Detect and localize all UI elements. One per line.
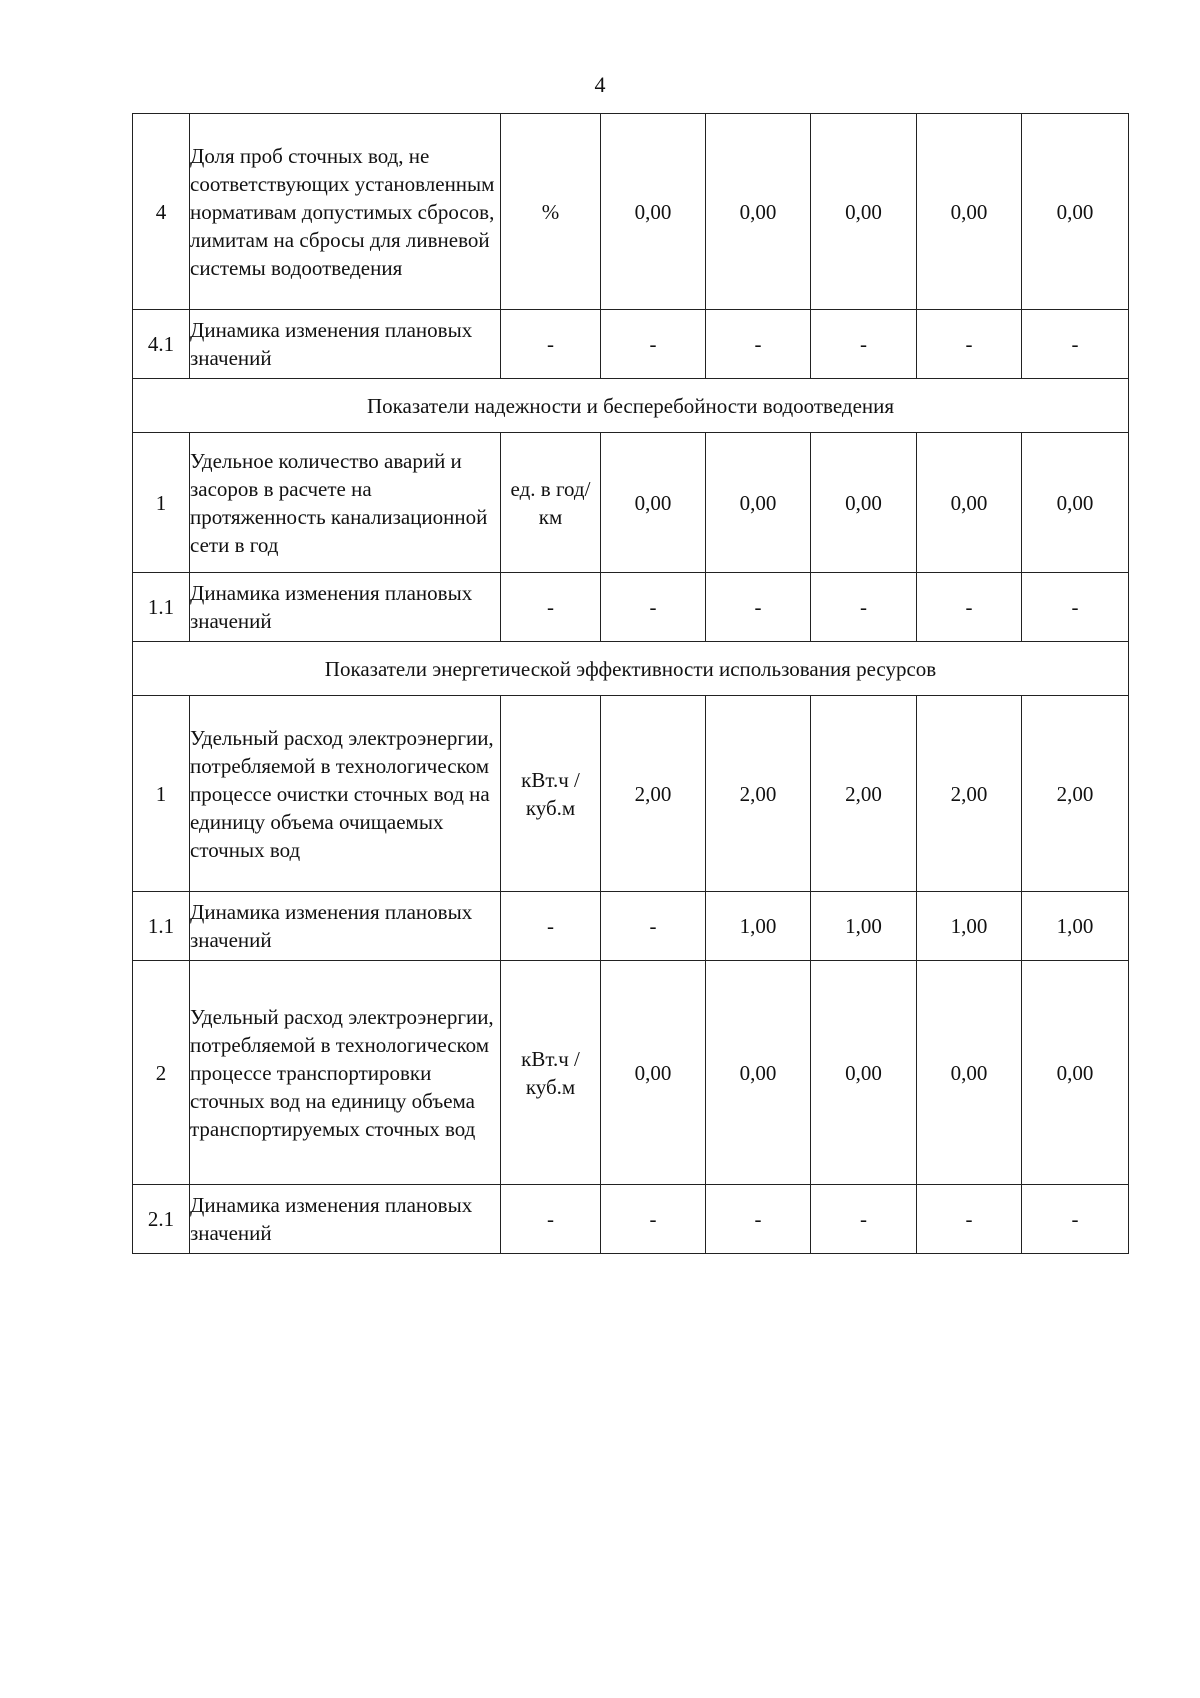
indicator-name: Удельный расход электроэнергии, потребляемой в технологическом процессе очистки сточных вод на единицу объема очищаемых сточных вод [190,696,501,892]
row-number: 2 [133,961,190,1185]
row-number: 4.1 [133,310,190,379]
unit-of-measure: - [501,1185,601,1254]
table-row [133,573,1129,642]
value-cell: - [917,1185,1022,1254]
value-cell: 0,00 [811,114,917,310]
section-header-row [133,642,1129,696]
value-cell: 2,00 [811,696,917,892]
value-cell: - [601,1185,706,1254]
value-cell: 0,00 [1022,433,1129,573]
unit-of-measure: - [501,892,601,961]
value-cell: 0,00 [1022,114,1129,310]
value-cell: - [1022,1185,1129,1254]
value-cell: - [706,1185,811,1254]
value-cell: 0,00 [706,114,811,310]
value-cell: 0,00 [601,433,706,573]
unit-of-measure: % [501,114,601,310]
indicator-name: Динамика изменения плановых значений [190,310,501,379]
value-cell: - [811,310,917,379]
row-number: 1.1 [133,892,190,961]
value-cell: - [917,310,1022,379]
value-cell: - [811,573,917,642]
indicator-name: Динамика изменения плановых значений [190,1185,501,1254]
row-number: 4 [133,114,190,310]
indicator-name: Удельный расход электроэнергии, потребляемой в технологическом процессе транспортировки сточных вод на единицу объема транспортируемых сточных вод [190,961,501,1185]
value-cell: 0,00 [706,433,811,573]
section-title: Показатели надежности и бесперебойности водоотведения [133,379,1129,433]
indicator-name: Удельное количество аварий и засоров в расчете на протяженность канализационной сети в год [190,433,501,573]
value-cell: 0,00 [917,961,1022,1185]
row-number: 1 [133,696,190,892]
indicator-name: Динамика изменения плановых значений [190,573,501,642]
value-cell: 2,00 [601,696,706,892]
indicator-name: Доля проб сточных вод, не соответствующих установленным нормативам допустимых сбросов, лимитам на сбросы для ливневой системы водоотведения [190,114,501,310]
unit-of-measure: - [501,310,601,379]
row-number: 2.1 [133,1185,190,1254]
table-row [133,696,1129,892]
unit-of-measure: кВт.ч / куб.м [501,961,601,1185]
value-cell: - [917,573,1022,642]
table-row [133,310,1129,379]
value-cell: 0,00 [917,433,1022,573]
value-cell: 0,00 [811,961,917,1185]
unit-of-measure: - [501,573,601,642]
indicators-table [132,113,1129,1254]
value-cell: 0,00 [917,114,1022,310]
unit-of-measure: ед. в год/ км [501,433,601,573]
table-row [133,433,1129,573]
value-cell: 2,00 [917,696,1022,892]
value-cell: 2,00 [1022,696,1129,892]
value-cell: - [811,1185,917,1254]
table-row [133,892,1129,961]
table-row [133,961,1129,1185]
value-cell: - [1022,310,1129,379]
value-cell: - [601,573,706,642]
value-cell: 1,00 [917,892,1022,961]
indicator-name: Динамика изменения плановых значений [190,892,501,961]
value-cell: 2,00 [706,696,811,892]
value-cell: - [601,892,706,961]
value-cell: - [601,310,706,379]
value-cell: 1,00 [1022,892,1129,961]
value-cell: - [706,573,811,642]
value-cell: - [706,310,811,379]
value-cell: 0,00 [706,961,811,1185]
value-cell: 1,00 [811,892,917,961]
section-header-row [133,379,1129,433]
value-cell: 0,00 [601,961,706,1185]
value-cell: 0,00 [811,433,917,573]
value-cell: 1,00 [706,892,811,961]
value-cell: 0,00 [1022,961,1129,1185]
section-title: Показатели энергетической эффективности использования ресурсов [133,642,1129,696]
table-row [133,114,1129,310]
unit-of-measure: кВт.ч / куб.м [501,696,601,892]
table-row [133,1185,1129,1254]
row-number: 1 [133,433,190,573]
row-number: 1.1 [133,573,190,642]
page-number: 4 [594,72,606,97]
value-cell: - [1022,573,1129,642]
value-cell: 0,00 [601,114,706,310]
